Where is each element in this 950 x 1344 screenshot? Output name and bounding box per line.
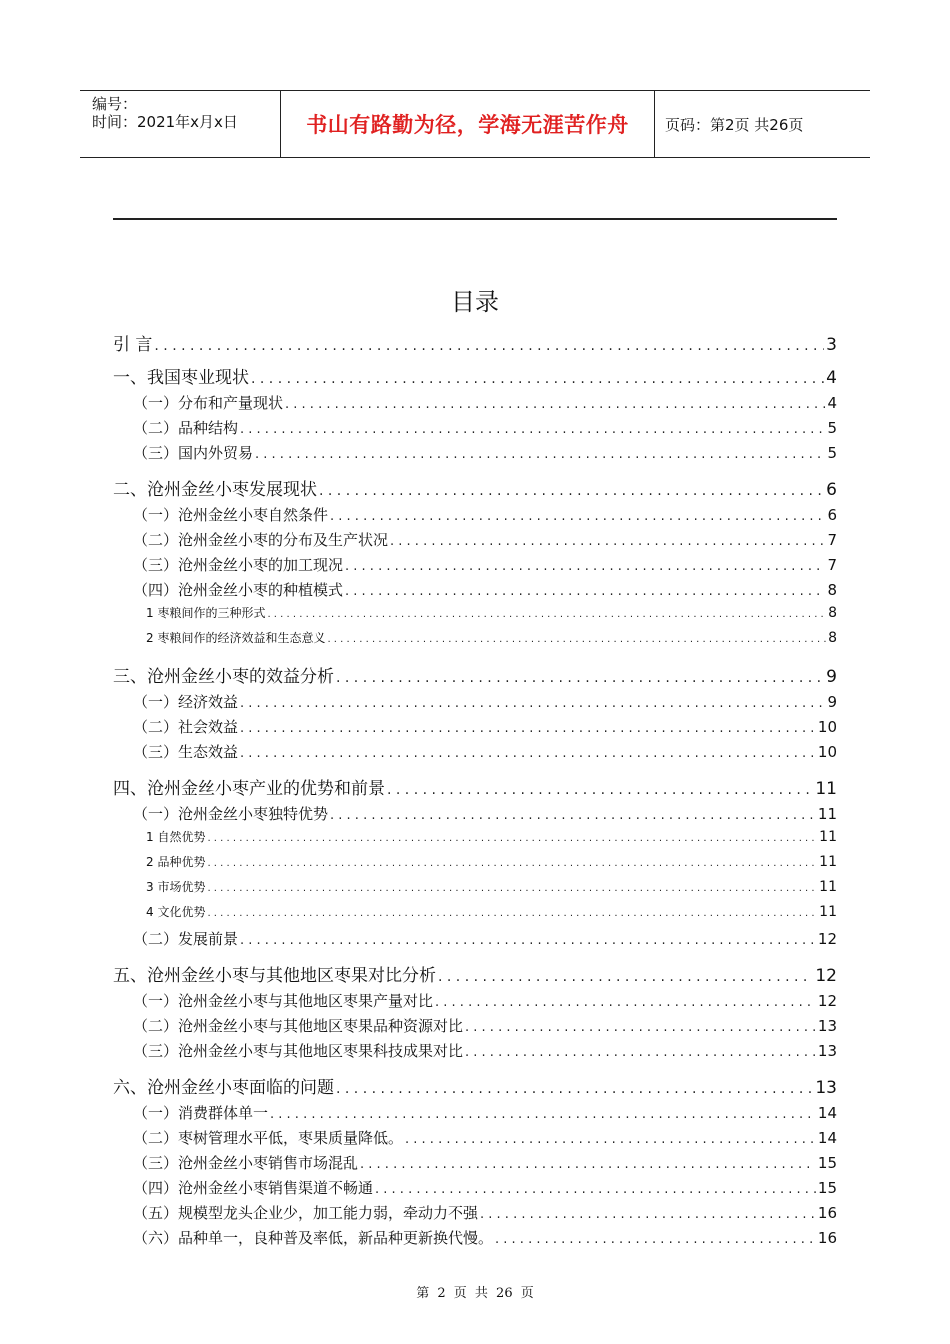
toc-entry-page: 12: [817, 930, 837, 948]
toc-entry[interactable]: [113, 853, 837, 870]
toc-leader-dots: [255, 447, 825, 462]
header-time: 时间：2021年x月x日: [92, 113, 238, 131]
toc-entry-page: 14: [817, 1104, 837, 1122]
toc-entry-label: （一）消费群体单一: [133, 1104, 269, 1122]
toc-entry[interactable]: [113, 392, 837, 413]
toc-entry[interactable]: [113, 691, 837, 712]
toc-entry-label: 五、沧州金丝小枣与其他地区枣果对比分析: [113, 966, 436, 986]
toc-leader-dots: [240, 422, 825, 437]
toc-entry-label: 六、沧州金丝小枣面临的问题: [113, 1078, 334, 1098]
toc-entry-label: （一）沧州金丝小枣独特优势: [133, 805, 329, 823]
toc-entry-label: （一）经济效益: [133, 693, 239, 711]
toc-leader-dots: [240, 721, 816, 736]
toc-entry[interactable]: [113, 1202, 837, 1223]
toc-title: 目录: [451, 288, 499, 316]
toc-entry[interactable]: [113, 990, 837, 1011]
toc-entry[interactable]: [113, 662, 837, 687]
toc-entry-page: 11: [817, 805, 837, 823]
toc-entry-label: 4 文化优势: [146, 905, 206, 919]
toc-leader-dots: [435, 995, 816, 1010]
toc-entry[interactable]: [113, 741, 837, 762]
toc-entry-label: （三）沧州金丝小枣的加工现况: [133, 556, 344, 574]
toc-entry-page: 8: [828, 630, 837, 646]
toc-entry-label: （四）沧州金丝小枣销售渠道不畅通: [133, 1179, 374, 1197]
toc-leader-dots: [240, 746, 816, 761]
toc-entry-label: （二）沧州金丝小枣的分布及生产状况: [133, 531, 389, 549]
toc-entry-label: （四）沧州金丝小枣的种植模式: [133, 581, 344, 599]
header-page-info: 页码：第2页 共26页: [665, 115, 804, 134]
toc-entry-page: 12: [815, 966, 837, 986]
page-footer: 第 2 页 共 26 页: [416, 1286, 534, 1301]
toc-leader-dots: [465, 1045, 816, 1060]
toc-entry-page: 4: [826, 368, 837, 388]
toc-leader-dots: [285, 397, 825, 412]
toc-entry-page: 13: [817, 1042, 837, 1060]
toc-entry-label: （二）品种结构: [133, 419, 239, 437]
toc-entry-label: （二）社会效益: [133, 718, 239, 736]
toc-entry-label: （五）规模型龙头企业少，加工能力弱，牵动力不强: [133, 1204, 479, 1222]
toc-leader-dots: [360, 1157, 816, 1172]
toc-leader-dots: [240, 933, 816, 948]
toc-entry[interactable]: [113, 1177, 837, 1198]
toc-entry-page: 6: [827, 506, 837, 524]
toc-leader-dots: [270, 1107, 816, 1122]
toc-entry-page: 9: [826, 667, 837, 687]
toc-entry[interactable]: [113, 504, 837, 525]
toc-entry-label: 一、我国枣业现状: [113, 368, 249, 388]
toc-entry-label: 1 枣粮间作的三种形式: [146, 606, 266, 620]
toc-entry-label: （六）品种单一，良种普及率低，新品种更新换代慢。: [133, 1229, 494, 1247]
toc-entry-page: 13: [817, 1017, 837, 1035]
toc-entry[interactable]: [113, 529, 837, 550]
toc-entry-label: 三、沧州金丝小枣的效益分析: [113, 667, 334, 687]
toc-entry-page: 8: [828, 605, 837, 621]
toc-entry-page: 11: [815, 779, 837, 799]
toc-entry-page: 14: [817, 1129, 837, 1147]
header-rule: [113, 218, 837, 220]
toc-entry[interactable]: [113, 1152, 837, 1173]
toc-entry[interactable]: [113, 716, 837, 737]
toc-leader-dots: [390, 534, 825, 549]
toc-entry-label: 二、沧州金丝小枣发展现状: [113, 480, 317, 500]
toc-entry-page: 5: [827, 444, 837, 462]
toc-entry-page: 10: [817, 718, 837, 736]
toc-entry-page: 7: [827, 531, 837, 549]
toc-entry[interactable]: [113, 878, 837, 895]
toc-leader-dots: [387, 782, 813, 798]
toc-entry-label: 引 言: [113, 335, 153, 355]
toc-leader-dots: [251, 371, 824, 387]
toc-entry-page: 16: [817, 1204, 837, 1222]
toc-entry-page: 4: [827, 394, 837, 412]
toc-leader-dots: [207, 883, 817, 894]
toc-entry[interactable]: [113, 1127, 837, 1148]
toc-leader-dots: [330, 509, 825, 524]
toc-entry-page: 15: [817, 1179, 837, 1197]
toc-entry[interactable]: [113, 363, 837, 388]
toc-leader-dots: [375, 1182, 816, 1197]
toc-entry-label: 2 枣粮间作的经济效益和生态意义: [146, 631, 326, 645]
toc-leader-dots: [207, 833, 817, 844]
toc-entry-page: 6: [826, 480, 837, 500]
toc-entry[interactable]: [113, 417, 837, 438]
toc-entry-label: 2 品种优势: [146, 855, 206, 869]
toc-entry-label: （二）发展前景: [133, 930, 239, 948]
toc-leader-dots: [327, 634, 826, 645]
toc-entry-page: 11: [819, 879, 837, 895]
toc-leader-dots: [154, 338, 824, 354]
toc-leader-dots: [336, 670, 824, 686]
toc-entry[interactable]: [113, 629, 837, 646]
header-number: 编号：: [92, 95, 138, 113]
toc-entry[interactable]: [113, 828, 837, 845]
toc-leader-dots: [336, 1081, 813, 1097]
toc-entry-page: 7: [827, 556, 837, 574]
toc-leader-dots: [438, 969, 813, 985]
toc-entry[interactable]: [113, 1015, 837, 1036]
toc-entry[interactable]: [113, 604, 837, 621]
toc-entry-page: 9: [827, 693, 837, 711]
toc-entry-label: 3 市场优势: [146, 880, 206, 894]
toc-entry[interactable]: [113, 475, 837, 500]
toc-entry-label: 1 自然优势: [146, 830, 206, 844]
toc-leader-dots: [240, 696, 825, 711]
toc-leader-dots: [207, 858, 817, 869]
toc-entry-page: 11: [819, 904, 837, 920]
toc-leader-dots: [319, 483, 824, 499]
toc-entry-page: 15: [817, 1154, 837, 1172]
toc-entry-label: （三）生态效益: [133, 743, 239, 761]
toc-entry-label: （三）沧州金丝小枣销售市场混乱: [133, 1154, 359, 1172]
toc-entry-label: 四、沧州金丝小枣产业的优势和前景: [113, 779, 385, 799]
toc-leader-dots: [465, 1020, 816, 1035]
toc-entry-page: 11: [819, 829, 837, 845]
toc-leader-dots: [330, 808, 816, 823]
toc-entry-page: 5: [827, 419, 837, 437]
toc-entry-label: （二）沧州金丝小枣与其他地区枣果品种资源对比: [133, 1017, 464, 1035]
toc-leader-dots: [480, 1207, 816, 1222]
toc-entry-page: 12: [817, 992, 837, 1010]
toc-entry[interactable]: [113, 442, 837, 463]
toc-leader-dots: [207, 908, 817, 919]
toc-leader-dots: [405, 1132, 816, 1147]
toc-entry[interactable]: [113, 803, 837, 824]
toc-entry-label: （二）枣树管理水平低，枣果质量降低。: [133, 1129, 404, 1147]
toc-entry-page: 11: [819, 854, 837, 870]
toc-entry[interactable]: [113, 1040, 837, 1061]
toc-entry[interactable]: [113, 1227, 837, 1248]
toc-leader-dots: [345, 559, 825, 574]
header-motto: 书山有路勤为径，学海无涯苦作舟: [281, 91, 655, 157]
toc-entry[interactable]: [113, 774, 837, 799]
header-meta: [80, 91, 281, 157]
toc-entry[interactable]: [113, 961, 837, 986]
page-header: [80, 90, 870, 158]
toc-entry-label: （一）沧州金丝小枣自然条件: [133, 506, 329, 524]
toc-entry[interactable]: [113, 579, 837, 600]
toc-entry[interactable]: [113, 1102, 837, 1123]
toc-entry-label: （一）沧州金丝小枣与其他地区枣果产量对比: [133, 992, 434, 1010]
toc-entry-label: （三）沧州金丝小枣与其他地区枣果科技成果对比: [133, 1042, 464, 1060]
toc-leader-dots: [267, 609, 826, 620]
toc-entry-page: 13: [815, 1078, 837, 1098]
toc-entry-label: （一）分布和产量现状: [133, 394, 284, 412]
toc-entry[interactable]: [113, 1073, 837, 1098]
toc-entry-page: 8: [827, 581, 837, 599]
toc-leader-dots: [345, 584, 825, 599]
toc-entry[interactable]: [113, 554, 837, 575]
toc-entry-page: 10: [817, 743, 837, 761]
toc-entry-page: 16: [817, 1229, 837, 1247]
toc-entry-label: （三）国内外贸易: [133, 444, 254, 462]
toc-entry[interactable]: [113, 903, 837, 920]
toc-entry[interactable]: [113, 330, 837, 355]
toc-leader-dots: [495, 1232, 816, 1247]
toc-entry-page: 3: [826, 335, 837, 355]
toc-entry[interactable]: [113, 928, 837, 949]
